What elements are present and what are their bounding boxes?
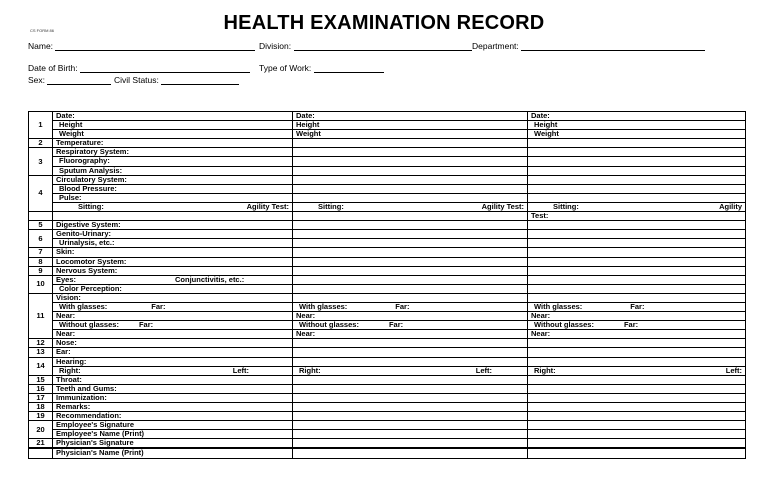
row-number: 14 xyxy=(29,357,53,375)
table-row xyxy=(29,366,746,375)
genito-label: Genito-Urinary: xyxy=(53,230,293,239)
row-number: 13 xyxy=(29,348,53,357)
row-number-blank xyxy=(29,212,53,221)
table-row xyxy=(29,130,746,139)
cell[interactable] xyxy=(293,239,528,248)
throat-label: Throat: xyxy=(53,375,293,384)
table-row xyxy=(29,166,746,175)
row-number: 16 xyxy=(29,384,53,393)
cell[interactable] xyxy=(293,275,528,284)
sex-field xyxy=(28,75,111,85)
with-glasses-cell[interactable] xyxy=(53,302,293,311)
cell[interactable] xyxy=(293,212,528,221)
cell[interactable] xyxy=(528,166,746,175)
cell[interactable] xyxy=(293,148,528,157)
cell[interactable] xyxy=(528,193,746,202)
civil-status-input-line[interactable] xyxy=(161,75,239,85)
far-label: Far: xyxy=(138,320,154,330)
table-row xyxy=(29,348,746,357)
sex-label: Sex: xyxy=(28,75,46,85)
far-label: Far: xyxy=(630,302,645,311)
cell[interactable] xyxy=(293,439,528,449)
table-row xyxy=(29,221,746,230)
table-row xyxy=(29,375,746,384)
row-number: 15 xyxy=(29,375,53,384)
table-row xyxy=(29,412,746,421)
cell[interactable] xyxy=(293,193,528,202)
table-row xyxy=(29,248,746,257)
cell[interactable] xyxy=(293,266,528,275)
cell[interactable] xyxy=(528,384,746,393)
cell[interactable] xyxy=(528,439,746,449)
table-row xyxy=(29,202,746,211)
respiratory-label: Respiratory System: xyxy=(53,148,293,157)
nervous-label: Nervous System: xyxy=(53,266,293,275)
row-number: 1 xyxy=(29,112,53,139)
cell[interactable] xyxy=(293,184,528,193)
ear-label: Ear: xyxy=(53,348,293,357)
cell[interactable] xyxy=(293,221,528,230)
date-label[interactable]: Date: xyxy=(528,112,746,121)
sitting-agility-cell[interactable] xyxy=(53,202,293,211)
table-row xyxy=(29,266,746,275)
name-label: Name: xyxy=(28,41,54,51)
table-row xyxy=(29,330,746,339)
table-row xyxy=(29,175,746,184)
weight-label[interactable]: Weight xyxy=(53,130,293,139)
circulatory-label: Circulatory System: xyxy=(53,175,293,184)
test-label: Test: xyxy=(528,212,746,221)
cell[interactable] xyxy=(528,375,746,384)
page-title: HEALTH EXAMINATION RECORD xyxy=(223,12,545,34)
with-glasses-cell[interactable] xyxy=(528,302,746,311)
row-number: 7 xyxy=(29,248,53,257)
hearing-label: Hearing: xyxy=(53,357,293,366)
row-number: 5 xyxy=(29,221,53,230)
with-glasses-cell[interactable] xyxy=(293,302,528,311)
without-glasses-label: Without glasses: xyxy=(59,320,119,330)
department-input-line[interactable] xyxy=(521,41,705,51)
table-row xyxy=(29,393,746,402)
department-label: Department: xyxy=(472,41,519,51)
table-row xyxy=(29,439,746,449)
cell[interactable] xyxy=(293,230,528,239)
cell[interactable] xyxy=(293,403,528,412)
temperature-label: Temperature: xyxy=(53,139,293,148)
cell[interactable] xyxy=(528,403,746,412)
near-label[interactable]: Near: xyxy=(53,312,293,321)
sitting-label: Sitting: xyxy=(318,202,344,211)
cell[interactable] xyxy=(293,166,528,175)
cell[interactable] xyxy=(528,430,746,439)
weight-label[interactable]: Weight xyxy=(293,130,528,139)
row-number: 12 xyxy=(29,339,53,348)
sex-input-line[interactable] xyxy=(47,75,111,85)
cell[interactable] xyxy=(293,384,528,393)
employee-name-label: Employee's Name (Print) xyxy=(53,430,293,439)
hearing-cell[interactable] xyxy=(53,366,293,375)
row-number-blank xyxy=(29,448,53,458)
physician-signature-label: Physician's Signature xyxy=(53,439,293,449)
right-label: Right: xyxy=(299,366,321,375)
color-perception-label: Color Perception: xyxy=(53,284,293,293)
cell[interactable] xyxy=(528,348,746,357)
near-label[interactable]: Near: xyxy=(293,330,528,339)
cell[interactable] xyxy=(528,357,746,366)
left-label: Left: xyxy=(475,366,492,375)
table-row xyxy=(29,312,746,321)
cell[interactable] xyxy=(293,284,528,293)
cell[interactable] xyxy=(528,339,746,348)
locomotor-label: Locomotor System: xyxy=(53,257,293,266)
cell[interactable] xyxy=(528,393,746,402)
cell[interactable] xyxy=(528,230,746,239)
table-row xyxy=(29,357,746,366)
cell[interactable] xyxy=(293,421,528,430)
agility-test-label: Agility Test: xyxy=(246,202,289,211)
cell[interactable] xyxy=(528,157,746,166)
fluorography-label: Fluorography: xyxy=(53,157,293,166)
agility-label: Agility xyxy=(719,202,742,211)
division-label: Division: xyxy=(259,41,292,51)
employee-signature-label: Employee's Signature xyxy=(53,421,293,430)
table-row xyxy=(29,139,746,148)
without-glasses-label: Without glasses: xyxy=(299,320,359,330)
cell[interactable] xyxy=(293,175,528,184)
dob-label: Date of Birth: xyxy=(28,63,78,73)
table-row xyxy=(29,384,746,393)
sitting-agility-cell[interactable] xyxy=(528,202,746,211)
cell[interactable] xyxy=(528,266,746,275)
row-number: 19 xyxy=(29,412,53,421)
left-label: Left: xyxy=(232,366,249,375)
near-label[interactable]: Near: xyxy=(528,330,746,339)
row-number: 3 xyxy=(29,148,53,175)
height-label[interactable]: Height xyxy=(53,121,293,130)
division-input-line[interactable] xyxy=(294,41,472,51)
right-label: Right: xyxy=(59,366,81,375)
cell[interactable] xyxy=(528,448,746,458)
table-row xyxy=(29,239,746,248)
far-label: Far: xyxy=(395,302,410,311)
nose-label: Nose: xyxy=(53,339,293,348)
table-row xyxy=(29,302,746,311)
cell[interactable] xyxy=(293,430,528,439)
row-number: 21 xyxy=(29,439,53,449)
table-row xyxy=(29,321,746,330)
name-input-line[interactable] xyxy=(55,41,255,51)
table-row xyxy=(29,257,746,266)
cell[interactable] xyxy=(528,275,746,284)
table-row xyxy=(29,157,746,166)
row-number: 17 xyxy=(29,393,53,402)
cell[interactable] xyxy=(293,139,528,148)
urinalysis-label: Urinalysis, etc.: xyxy=(53,239,293,248)
eyes-cell xyxy=(53,275,293,284)
dob-field xyxy=(28,63,250,73)
near-label[interactable]: Near: xyxy=(293,312,528,321)
cell[interactable] xyxy=(53,212,293,221)
civil-status-label: Civil Status: xyxy=(114,75,159,85)
cell[interactable] xyxy=(528,221,746,230)
right-label: Right: xyxy=(534,366,556,375)
table-row xyxy=(29,421,746,430)
table-row xyxy=(29,121,746,130)
date-label[interactable]: Date: xyxy=(293,112,528,121)
row-number: 11 xyxy=(29,293,53,338)
agility-test-label: Agility Test: xyxy=(481,202,524,211)
table-row xyxy=(29,293,746,302)
date-label[interactable]: Date: xyxy=(53,112,293,121)
cell[interactable] xyxy=(293,348,528,357)
cell[interactable] xyxy=(528,284,746,293)
cell[interactable] xyxy=(293,393,528,402)
vision-label: Vision: xyxy=(53,293,293,302)
row-number: 6 xyxy=(29,230,53,248)
conjunctivitis-label: Conjunctivitis, etc.: xyxy=(175,275,245,284)
table-row xyxy=(29,230,746,239)
blood-pressure-label: Blood Pressure: xyxy=(53,184,293,193)
cell[interactable] xyxy=(528,248,746,257)
department-field xyxy=(472,41,705,51)
cell[interactable] xyxy=(293,375,528,384)
without-glasses-cell[interactable] xyxy=(293,321,528,330)
table-row xyxy=(29,275,746,284)
table-row xyxy=(29,212,746,221)
cell[interactable] xyxy=(528,412,746,421)
table-row xyxy=(29,193,746,202)
cell[interactable] xyxy=(293,412,528,421)
cell[interactable] xyxy=(293,448,528,458)
cell[interactable] xyxy=(528,184,746,193)
near-label[interactable]: Near: xyxy=(528,312,746,321)
type-of-work-field xyxy=(259,63,384,73)
with-glasses-label: With glasses: xyxy=(59,302,108,311)
row-number: 8 xyxy=(29,257,53,266)
cell[interactable] xyxy=(293,257,528,266)
without-glasses-cell[interactable] xyxy=(528,321,746,330)
cell[interactable] xyxy=(528,139,746,148)
table-row xyxy=(29,148,746,157)
remarks-label: Remarks: xyxy=(53,403,293,412)
table-row xyxy=(29,403,746,412)
row-number: 2 xyxy=(29,139,53,148)
near-label[interactable]: Near: xyxy=(53,330,293,339)
table-row xyxy=(29,430,746,439)
far-label: Far: xyxy=(623,320,639,330)
hearing-cell[interactable] xyxy=(528,366,746,375)
pulse-label: Pulse: xyxy=(53,193,293,202)
division-field xyxy=(259,41,472,51)
immunization-label: Immunization: xyxy=(53,393,293,402)
table-row xyxy=(29,184,746,193)
cell[interactable] xyxy=(293,248,528,257)
form-code: CS FORM 86 xyxy=(30,28,55,33)
cell[interactable] xyxy=(528,148,746,157)
height-label[interactable]: Height xyxy=(528,121,746,130)
with-glasses-label: With glasses: xyxy=(299,302,348,311)
row-number: 18 xyxy=(29,403,53,412)
table-row xyxy=(29,284,746,293)
table-row xyxy=(29,112,746,121)
recommendation-label: Recommendation: xyxy=(53,412,293,421)
type-of-work-input-line[interactable] xyxy=(314,63,384,73)
with-glasses-label: With glasses: xyxy=(534,302,583,311)
table-row xyxy=(29,448,746,458)
cell[interactable] xyxy=(528,293,746,302)
height-label[interactable]: Height xyxy=(293,121,528,130)
left-label: Left: xyxy=(725,366,742,375)
digestive-label: Digestive System: xyxy=(53,221,293,230)
cell[interactable] xyxy=(293,157,528,166)
teeth-label: Teeth and Gums: xyxy=(53,384,293,393)
sitting-agility-cell[interactable] xyxy=(293,202,528,211)
name-field xyxy=(28,41,255,51)
cell[interactable] xyxy=(293,293,528,302)
row-number: 20 xyxy=(29,421,53,439)
without-glasses-label: Without glasses: xyxy=(534,320,594,330)
row-number: 10 xyxy=(29,275,53,293)
weight-label[interactable]: Weight xyxy=(528,130,746,139)
eyes-label: Eyes: xyxy=(56,275,77,284)
dob-input-line[interactable] xyxy=(80,63,250,73)
exam-table xyxy=(28,111,746,459)
far-label: Far: xyxy=(151,302,166,311)
cell[interactable] xyxy=(528,175,746,184)
cell[interactable] xyxy=(528,257,746,266)
physician-name-label: Physician's Name (Print) xyxy=(53,448,293,458)
sitting-label: Sitting: xyxy=(78,202,104,211)
cell[interactable] xyxy=(528,421,746,430)
far-label: Far: xyxy=(388,320,404,330)
table-row xyxy=(29,339,746,348)
without-glasses-cell[interactable] xyxy=(53,321,293,330)
sitting-label: Sitting: xyxy=(553,202,579,211)
row-number: 4 xyxy=(29,175,53,211)
row-number: 9 xyxy=(29,266,53,275)
civil-status-field xyxy=(114,75,239,85)
cell[interactable] xyxy=(293,357,528,366)
hearing-cell[interactable] xyxy=(293,366,528,375)
cell[interactable] xyxy=(293,339,528,348)
cell[interactable] xyxy=(528,239,746,248)
skin-label: Skin: xyxy=(53,248,293,257)
type-of-work-label: Type of Work: xyxy=(259,63,312,73)
sputum-label: Sputum Analysis: xyxy=(53,166,293,175)
